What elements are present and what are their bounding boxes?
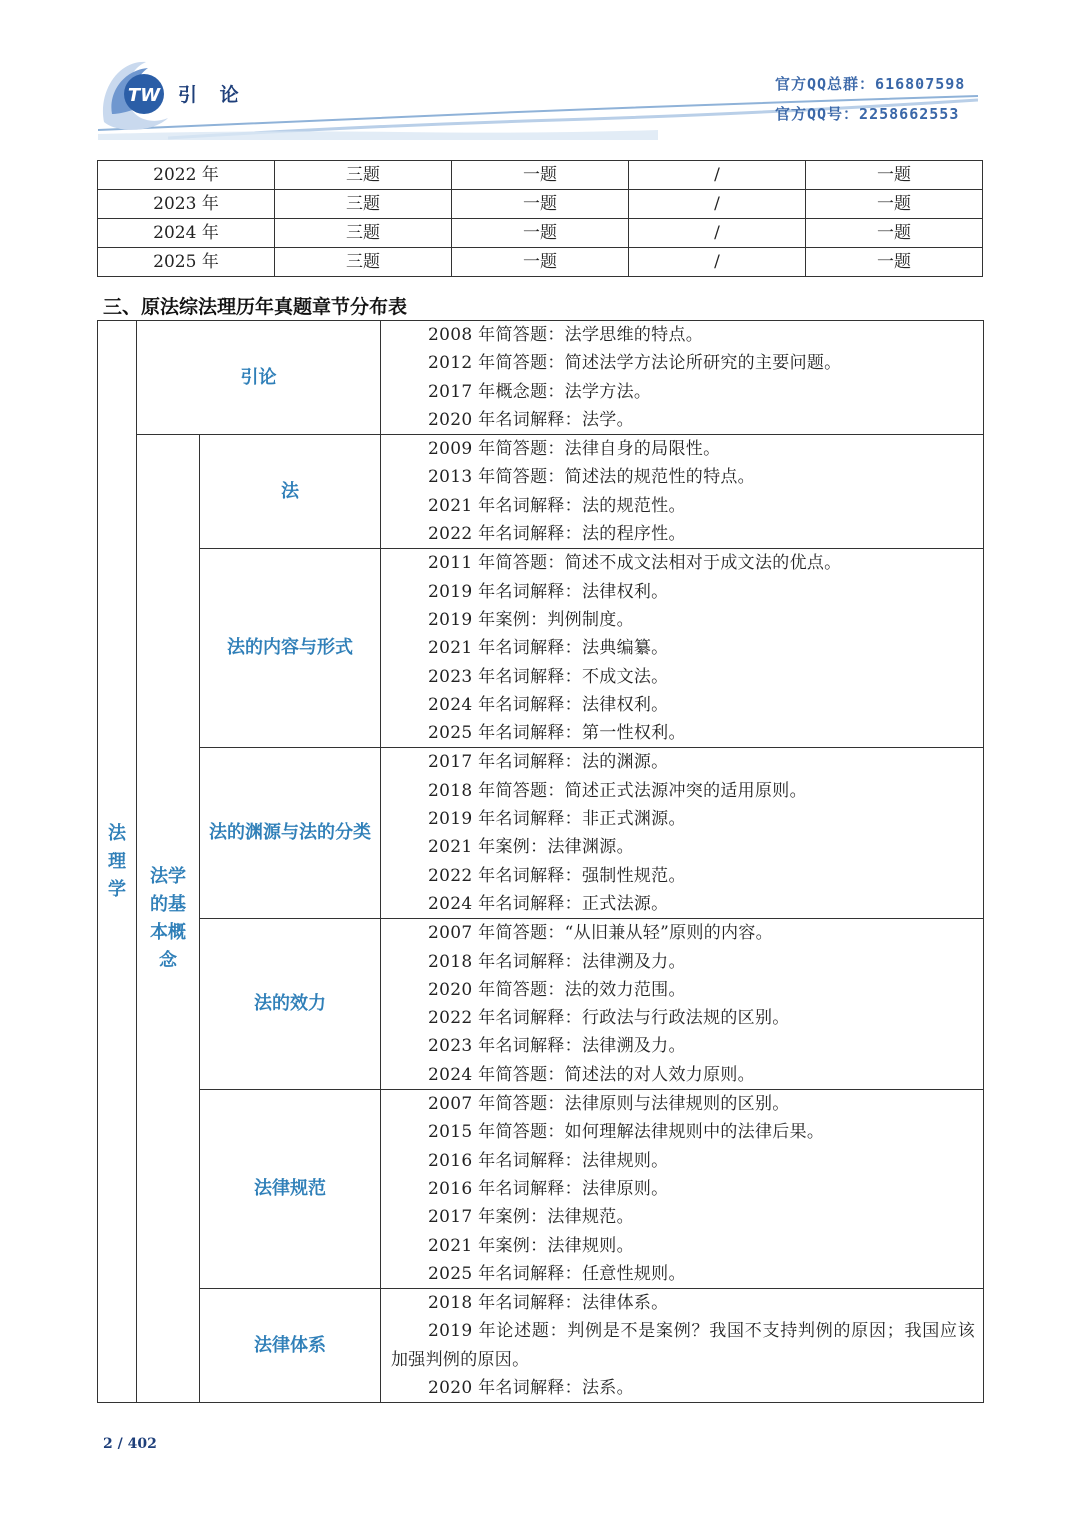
qq-group-label: 官方QQ总群：616807598 bbox=[775, 75, 966, 93]
exam-entry: 2016 年名词解释：法律规则。 bbox=[428, 1150, 669, 1171]
years-table-cell: 一题 bbox=[452, 248, 629, 277]
category-label: 法律规范 bbox=[254, 1178, 326, 1200]
exam-entry: 2022 年名词解释：法的程序性。 bbox=[428, 524, 686, 545]
category-label: 法的效力 bbox=[254, 993, 326, 1015]
svg-text:TW: TW bbox=[127, 85, 161, 106]
category-label: 法律体系 bbox=[254, 1334, 326, 1356]
years-table-cell: 三题 bbox=[275, 190, 452, 219]
years-table-cell: 一题 bbox=[452, 161, 629, 190]
chapter-distribution-table bbox=[97, 320, 984, 1403]
exam-entry: 2024 年名词解释：正式法源。 bbox=[428, 893, 669, 914]
entries-cell bbox=[381, 1090, 984, 1289]
years-table-cell: / bbox=[629, 161, 806, 190]
section-row bbox=[98, 549, 984, 748]
exam-entry: 2021 年案例：法律规则。 bbox=[428, 1235, 634, 1256]
exam-entry: 2020 年简答题：法的效力范围。 bbox=[428, 979, 686, 1000]
entries-cell bbox=[381, 321, 984, 435]
exam-entry: 2016 年名词解释：法律原则。 bbox=[428, 1178, 669, 1199]
years-table-cell: / bbox=[629, 190, 806, 219]
years-table-cell: 三题 bbox=[275, 219, 452, 248]
exam-entry: 2017 年概念题：法学方法。 bbox=[428, 381, 652, 402]
exam-entry: 2018 年简答题：简述正式法源冲突的适用原则。 bbox=[428, 780, 807, 801]
category-label: 法的渊源与法的分类 bbox=[209, 822, 371, 844]
exam-entry: 2025 年名词解释：任意性规则。 bbox=[428, 1263, 686, 1284]
years-table-row bbox=[98, 190, 983, 219]
section-row bbox=[98, 919, 984, 1090]
exam-entry: 2022 年名词解释：强制性规范。 bbox=[428, 865, 686, 886]
category-cell bbox=[200, 549, 381, 748]
category-cell bbox=[200, 748, 381, 919]
header-title: 引 论 bbox=[178, 84, 247, 106]
years-table-cell: 2023 年 bbox=[98, 190, 275, 219]
years-table-cell: / bbox=[629, 219, 806, 248]
entries-cell bbox=[381, 549, 984, 748]
years-table-cell: 一题 bbox=[452, 219, 629, 248]
section-row bbox=[98, 435, 984, 549]
category-cell bbox=[200, 435, 381, 549]
years-table-cell: 一题 bbox=[806, 248, 983, 277]
years-table-cell: 一题 bbox=[452, 190, 629, 219]
entries-cell bbox=[381, 748, 984, 919]
years-table-cell: 2025 年 bbox=[98, 248, 275, 277]
years-table-row bbox=[98, 219, 983, 248]
exam-entry: 2022 年名词解释：行政法与行政法规的区别。 bbox=[428, 1008, 790, 1029]
years-table-cell: 2024 年 bbox=[98, 219, 275, 248]
page-number: 2 / 402 bbox=[103, 1436, 157, 1452]
exam-entry: 2017 年案例：法律规范。 bbox=[428, 1207, 634, 1228]
page-header bbox=[0, 0, 1080, 150]
exam-entry: 2015 年简答题：如何理解法律规则中的法律后果。 bbox=[428, 1122, 825, 1143]
years-table-cell: 一题 bbox=[806, 190, 983, 219]
years-table-cell: 一题 bbox=[806, 161, 983, 190]
category-label: 引论 bbox=[240, 366, 277, 388]
exam-entry: 2008 年简答题：法学思维的特点。 bbox=[428, 325, 704, 345]
intro-row bbox=[98, 321, 984, 435]
subject-label: 法理学 bbox=[108, 822, 126, 900]
years-table-cell: / bbox=[629, 248, 806, 277]
exam-entry: 2023 年名词解释：法律溯及力。 bbox=[428, 1036, 686, 1057]
exam-entry: 2023 年名词解释：不成文法。 bbox=[428, 666, 669, 687]
years-table-row bbox=[98, 248, 983, 277]
exam-entry: 2009 年简答题：法律自身的局限性。 bbox=[428, 439, 721, 460]
exam-entry: 2007 年简答题：法律原则与法律规则的区别。 bbox=[428, 1094, 790, 1115]
exam-entry: 2019 年论述题：判例是不是案例？我国不支持判例的原因；我国应该加强判例的原因。 bbox=[391, 1321, 975, 1370]
entries-cell bbox=[381, 1289, 984, 1403]
exam-entry: 2024 年简答题：简述法的对人效力原则。 bbox=[428, 1064, 755, 1085]
subject-cell bbox=[98, 321, 137, 1403]
exam-entry: 2017 年名词解释：法的渊源。 bbox=[428, 752, 669, 773]
group-label: 法学的基本概念 bbox=[150, 865, 186, 971]
category-cell bbox=[200, 1090, 381, 1289]
logo-icon bbox=[98, 52, 178, 132]
group-cell bbox=[137, 435, 200, 1403]
category-cell bbox=[137, 321, 381, 435]
exam-entry: 2019 年名词解释：法律权利。 bbox=[428, 581, 669, 602]
exam-entry: 2018 年名词解释：法律溯及力。 bbox=[428, 951, 686, 972]
entries-cell bbox=[381, 919, 984, 1090]
section-heading: 三、原法综法理历年真题章节分布表 bbox=[103, 296, 408, 318]
exam-entry: 2024 年名词解释：法律权利。 bbox=[428, 694, 669, 715]
exam-entry: 2013 年简答题：简述法的规范性的特点。 bbox=[428, 467, 755, 488]
qq-number-label: 官方QQ号：2258662553 bbox=[775, 105, 960, 123]
years-table-cell: 三题 bbox=[275, 248, 452, 277]
exam-entry: 2019 年名词解释：非正式渊源。 bbox=[428, 809, 686, 830]
entries-cell bbox=[381, 435, 984, 549]
exam-entry: 2019 年案例：判例制度。 bbox=[428, 609, 634, 630]
exam-entry: 2007 年简答题：“从旧兼从轻”原则的内容。 bbox=[428, 923, 773, 944]
category-label: 法的内容与形式 bbox=[227, 637, 353, 659]
exam-entry: 2018 年名词解释：法律体系。 bbox=[428, 1293, 669, 1314]
section-row bbox=[98, 748, 984, 919]
exam-entry: 2021 年名词解释：法典编纂。 bbox=[428, 638, 669, 659]
years-table-cell: 2022 年 bbox=[98, 161, 275, 190]
exam-entry: 2021 年名词解释：法的规范性。 bbox=[428, 495, 686, 516]
exam-entry: 2012 年简答题：简述法学方法论所研究的主要问题。 bbox=[428, 353, 842, 374]
years-table-cell: 一题 bbox=[806, 219, 983, 248]
exam-entry: 2020 年名词解释：法系。 bbox=[428, 1377, 634, 1398]
exam-entry: 2011 年简答题：简述不成文法相对于成文法的优点。 bbox=[428, 553, 842, 574]
exam-entry: 2020 年名词解释：法学。 bbox=[428, 409, 634, 430]
category-cell bbox=[200, 919, 381, 1090]
category-label: 法 bbox=[281, 480, 299, 502]
section-row bbox=[98, 1090, 984, 1289]
exam-entry: 2021 年案例：法律渊源。 bbox=[428, 837, 634, 858]
years-table-row bbox=[98, 161, 983, 190]
years-table-cell: 三题 bbox=[275, 161, 452, 190]
category-cell bbox=[200, 1289, 381, 1403]
years-table bbox=[97, 160, 983, 277]
exam-entry: 2025 年名词解释：第一性权利。 bbox=[428, 723, 686, 744]
section-row bbox=[98, 1289, 984, 1403]
